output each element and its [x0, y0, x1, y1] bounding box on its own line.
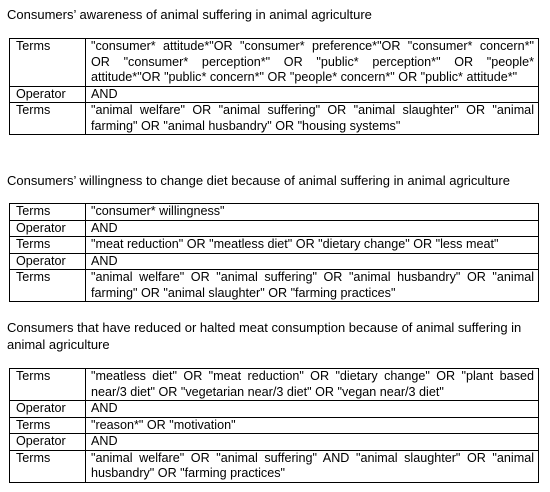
table-row: [10, 253, 539, 270]
row-label: Terms: [10, 369, 86, 401]
table-row: [10, 270, 539, 302]
row-label: Terms: [10, 237, 86, 254]
row-value: "animal welfare" OR "animal suffering" OR "animal husbandry" OR "animal farming" OR "animal slaughter" OR "farming practices": [86, 270, 539, 302]
table-row: [10, 237, 539, 254]
row-label: Terms: [10, 204, 86, 221]
row-value: "meat reduction" OR "meatless diet" OR "dietary change" OR "less meat": [86, 237, 539, 254]
row-label: Terms: [10, 103, 86, 135]
table-row: [10, 220, 539, 237]
section-1-title: Consumers’ awareness of animal suffering in animal agriculture: [7, 7, 372, 22]
row-value: "consumer* willingness": [86, 204, 539, 221]
row-value: "animal welfare" OR "animal suffering" AND "animal slaughter" OR "animal husbandry" OR "farming practices": [86, 450, 539, 482]
section-3-table: [9, 368, 539, 483]
row-label: Terms: [10, 270, 86, 302]
row-label: Operator: [10, 220, 86, 237]
section-2-table: [9, 203, 539, 302]
row-label: Terms: [10, 417, 86, 434]
section-2-title: Consumers’ willingness to change diet because of animal suffering in animal agriculture: [7, 173, 510, 188]
row-value: "reason*" OR "motivation": [86, 417, 539, 434]
row-value: "meatless diet" OR "meat reduction" OR "dietary change" OR "plant based near/3 diet" OR "vegetarian near/3 diet" OR "vegan near/3 diet": [86, 369, 539, 401]
row-label: Terms: [10, 39, 86, 87]
table-row: [10, 450, 539, 482]
table-row: [10, 103, 539, 135]
section-1-table: [9, 38, 539, 135]
table-row: [10, 86, 539, 103]
row-label: Operator: [10, 253, 86, 270]
row-value: AND: [86, 86, 539, 103]
table-row: [10, 401, 539, 418]
row-label: Terms: [10, 450, 86, 482]
row-label: Operator: [10, 434, 86, 451]
row-label: Operator: [10, 86, 86, 103]
row-value: "consumer* attitude*"OR "consumer* preference*"OR "consumer* concern*" OR "consumer* perception*" OR "public* perception*" OR "people* attitude*"OR "public* concern*" OR "people* concern*" OR "public* attitude*": [86, 39, 539, 87]
row-value: AND: [86, 401, 539, 418]
table-row: [10, 417, 539, 434]
table-row: [10, 204, 539, 221]
table-row: [10, 369, 539, 401]
row-label: Operator: [10, 401, 86, 418]
row-value: AND: [86, 434, 539, 451]
table-row: [10, 39, 539, 87]
section-3-title: Consumers that have reduced or halted meat consumption because of animal suffering in animal agriculture: [7, 320, 522, 352]
row-value: "animal welfare" OR "animal suffering" OR "animal slaughter" OR "animal farming" OR "animal husbandry" OR "housing systems": [86, 103, 539, 135]
row-value: AND: [86, 253, 539, 270]
table-row: [10, 434, 539, 451]
row-value: AND: [86, 220, 539, 237]
